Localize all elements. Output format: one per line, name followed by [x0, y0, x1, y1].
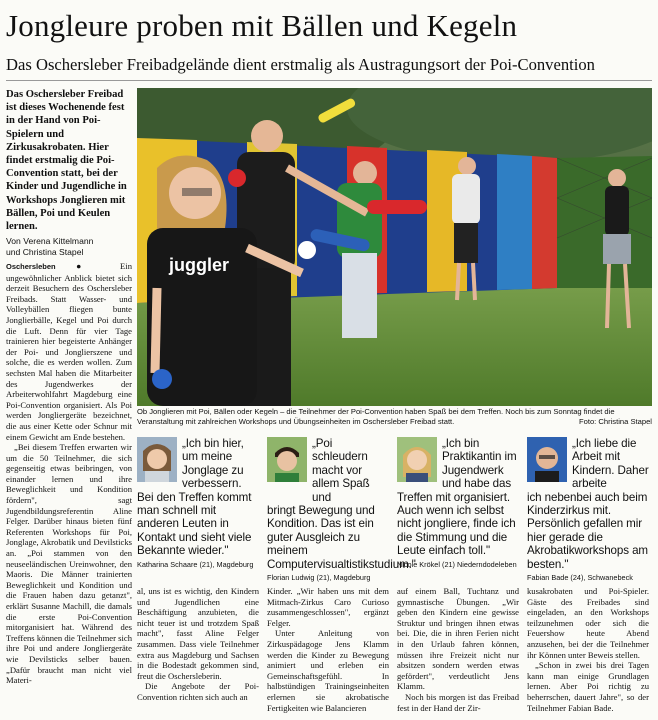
main-photo — [137, 88, 652, 406]
body-column-4 — [397, 586, 519, 713]
shirt-print: juggler — [169, 255, 230, 275]
body-column-3 — [267, 586, 389, 713]
quote-text: Treffen mit organisiert. Auch wenn ich selbst nicht jongliere, finde ich die Stimmung und die Leute einfach toll." — [397, 490, 516, 558]
quote-lead: „Ich bin hier, um meine Jonglage zu verbessern. — [182, 437, 244, 491]
quote-attribution: Nicole Krökel (21) Niederndodeleben — [397, 559, 517, 569]
body-column-5 — [527, 586, 649, 713]
quote-box — [527, 437, 649, 582]
photo-credit: Foto: Christina Stapel — [578, 417, 652, 426]
body-paragraph: Die Angebote der Poi-Convention richten sich auch an — [137, 681, 259, 702]
caption-text: Ob Jonglieren mit Poi, Bällen oder Kegeln – die Teilnehmer der Poi-Convention haben Spaß bei dem Treffen. Noch bis zum Sonntag findet die Veranstaltung mit zahlreichen Workshops und Übungseinheiten im Oschersleber Freibad statt. — [137, 407, 615, 426]
quote-text: ich nebenbei auch beim Kinderzirkus mit. Persönlich gefallen mir hier gerade die Akrobatikworkshops am besten." — [527, 490, 648, 571]
author-line-2: und Christina Stapel — [6, 247, 84, 257]
quote-attribution: Fabian Bade (24), Schwanebeck — [527, 573, 633, 583]
headline: Jongleure proben mit Bällen und Kegeln — [6, 8, 518, 43]
body-column-2 — [137, 586, 259, 703]
portrait-thumbnail — [397, 437, 437, 482]
quote-lead: „Ich liebe die Arbeit mit Kindern. Daher arbeite — [572, 437, 649, 491]
quote-lead: „Ich bin Praktikantin im Jugendwerk und habe das — [442, 437, 517, 491]
photo-jugglers — [137, 88, 652, 406]
photo-caption — [137, 407, 652, 427]
body-paragraph — [6, 261, 132, 442]
body-paragraph: al, uns ist es wichtig, den Kindern und Jugendlichen eine Beschäftigung anzubieten, die nicht teuer ist und trotzdem Spaß macht", fasst Aline Felger zusammen. Dass viele Teilnehmer extra aus Magdeburg und Sachsen in die Bodestadt gekommen sind, freut die Oschersleberin. — [137, 586, 259, 681]
portrait-thumbnail — [137, 437, 177, 482]
body-text: ● Ein ungewöhnlicher Anblick bietet sich derzeit Besuchern des Oschersleber Freibads. Statt Wasser- und Volleybällen fliegen bunte Jonglierbälle, Kegel und Poi durch die Luft. Denn für vier Tage trainieren hier begeisterte Anhänger der Poi- und Jonglierszene und solche, die es werden wollen. Zum sechsten Mal haben die Mitarbeiter des Jugendwerkes der Arbeiterwohlfahrt Magdeburg eine Poi-Convention organisiert. Als Poi werden Jongliergeräte bezeichnet, die aus einer Kette oder Schnur mit einem Gewicht am Ende bestehen. — [6, 261, 132, 442]
dateline: Oschersleben — [6, 262, 56, 271]
body-paragraph: „Schon in zwei bis drei Tagen kann man einige Grundlagen lernen. Aber Poi richtig zu beherrschen, dauert Jahre", so der Teilnehmer Fabian Bade. — [527, 660, 649, 713]
body-paragraph: „Bei diesem Treffen erwarten wir um die 50 Teilnehmer, die sich gegenseitig etwas beibringen, von einander lernen und ihre Beweglichkeit und Kondition fördern", sagt Jugendbildungsreferentin Aline Felger. Darüber hinaus bieten fünf Referenten Workshops für Poi, Jonglage, Akrobatik und Devilsticks an. „Poi stammen von den neuseeländischen Ureinwohner, den Maoris. Die Männer trainierten Beweglichkeit und Kondition und die Frauen haben dazu getanzt", erklärt Susanne Machill, die damals die erste Poi-Convention mitorganisiert hat. Während des Treffens können die Teilnehmer sich ihre Poi und andere Jongliergeräte wie Devilsticks selber bauen. „Dafür braucht man nicht viel Materi- — [6, 442, 132, 686]
body-column-1 — [6, 261, 132, 686]
quote-lead: „Poi schleudern macht vor allem Spaß und — [312, 437, 370, 504]
quote-text: Bei den Treffen kommt man schnell mit anderen Leuten in Kontakt und sieht viele Bekannte wieder." — [137, 490, 252, 558]
portrait-thumbnail — [527, 437, 567, 482]
portrait-thumbnail — [267, 437, 307, 482]
byline — [6, 236, 132, 258]
quote-text: bringt Bewegung und Kondition. Das ist ein guter Ausgleich zu meinem Computervisualtistikstudium." — [267, 504, 416, 571]
author-line-1: Von Verena Kittelmann — [6, 236, 94, 246]
quote-box — [137, 437, 259, 569]
intro-paragraph: Das Oschersleber Freibad ist dieses Wochenende fest in der Hand von Poi-Spielern und Zirkusakrobaten. Hier findet erstmalig die Poi-Convention statt, bei der Kinder und Jugendliche in Workshops Jonglieren mit Bällen, Poi und Keulen lernen. — [6, 89, 127, 233]
body-paragraph: Kinder. „Wir haben uns mit dem Mitmach-Zirkus Caro Curioso zusammengeschlossen", ergänzt Felger. — [267, 586, 389, 628]
body-paragraph: auf einem Ball, Tuchtanz und gymnastische Übungen. „Wir geben den Kindern eine gewisse Struktur und bringen ihnen etwas bei. Die, die in ihren Ferien nicht in den Urlaub fahren können, müssen ihre Freizeit nicht nur absitzen sondern werden etwas gefördert", verdeutlicht Jens Klamm. — [397, 586, 519, 692]
subheadline: Das Oschersleber Freibadgelände dient erstmalig als Austragungsort der Poi-Convention — [6, 55, 595, 74]
quote-attribution: Katharina Schaare (21), Magdeburg — [137, 559, 254, 569]
divider — [6, 80, 652, 81]
quote-box — [397, 437, 519, 569]
body-paragraph: Unter Anleitung von Zirkuspädagoge Jens Klamm werden die Kinder zu Bewegung animiert und erleben ein Gemeinschaftsgefühl. In halbstündigen Trainingseinheiten erlernen sie akrobatische Fertigkeiten wie Balancieren — [267, 628, 389, 713]
quote-attribution: Florian Ludwig (21), Magdeburg — [267, 573, 371, 583]
quote-box — [267, 437, 416, 583]
body-paragraph: Noch bis morgen ist das Freibad fest in der Hand der Zir- — [397, 691, 519, 713]
body-paragraph: kusakrobaten und Poi-Spieler. Gäste des Freibades sind eingeladen, an den Workshops teilzunehmen oder sich die Feuershow heute Abend anzusehen, bei der die Teilnehmer ihr Können unter Beweis stellen. — [527, 586, 649, 660]
